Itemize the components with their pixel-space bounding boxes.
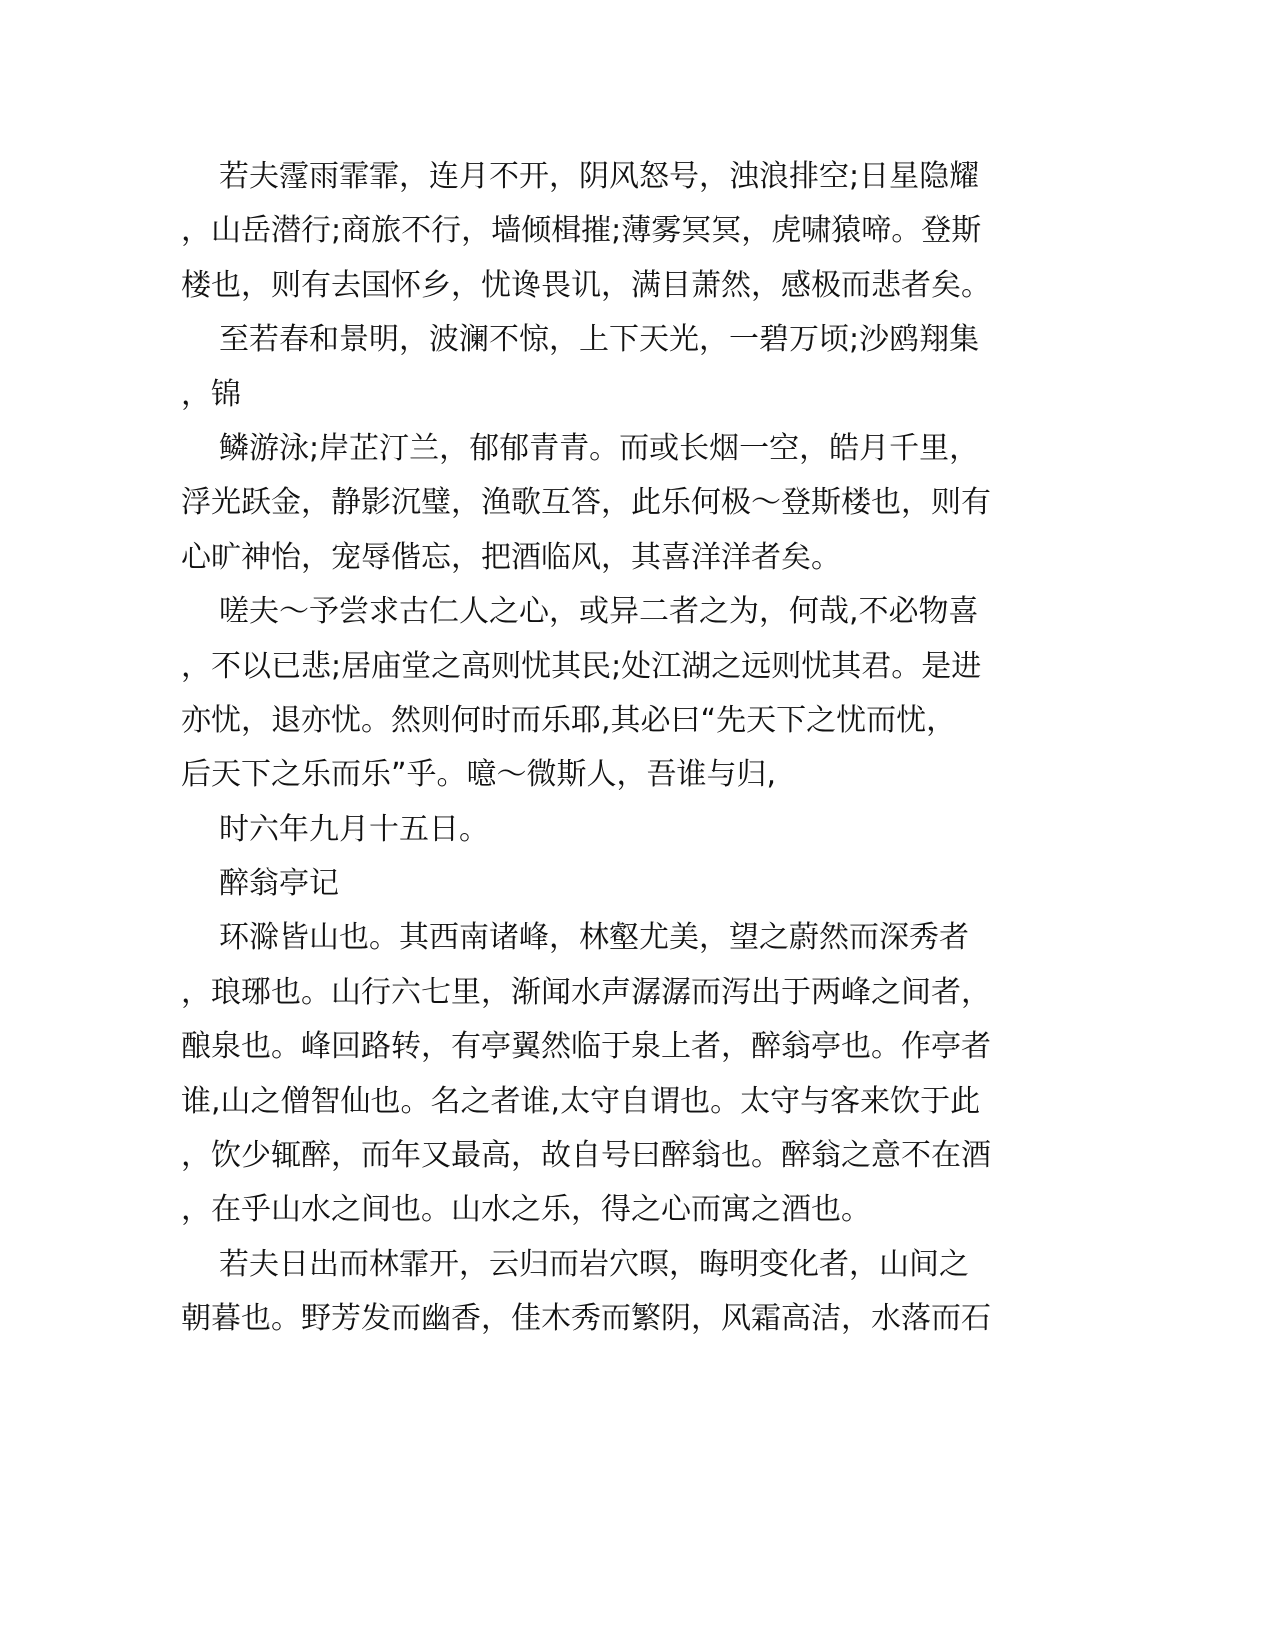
text-line: ，山岳潜行;商旅不行，墙倾楫摧;薄雾冥冥，虎啸猿啼。登斯 — [181, 213, 982, 249]
text-line: 朝暮也。野芳发而幽香，佳木秀而繁阴，风霜高洁，水落而石 — [181, 1301, 991, 1337]
text-line: 若夫霪雨霏霏，连月不开，阴风怒号，浊浪排空;日星隐耀 — [219, 159, 980, 194]
section-title: 醉翁亭记 — [219, 866, 339, 902]
document-text-block — [181, 150, 1061, 1347]
text-line: ，饮少辄醉，而年又最高，故自号曰醉翁也。醉翁之意不在酒 — [181, 1138, 991, 1174]
text-line: 环滁皆山也。其西南诸峰，林壑尤美，望之蔚然而深秀者 — [219, 920, 969, 956]
text-line: ，在乎山水之间也。山水之乐，得之心而寓之酒也。 — [181, 1192, 871, 1228]
text-line: 时六年九月十五日。 — [219, 811, 489, 847]
text-line: ，不以已悲;居庙堂之高则忧其民;处江湖之远则忧其君。是进 — [181, 648, 982, 684]
text-line: 至若春和景明，波澜不惊，上下天光，一碧万顷;沙鸥翔集 — [219, 322, 980, 358]
text-line: 嗟夫～予尝求古仁人之心，或异二者之为，何哉,不必物喜 — [219, 594, 979, 630]
text-line: 后天下之乐而乐”乎。噫～微斯人，吾谁与归, — [181, 757, 777, 793]
text-line: 谁,山之僧智仙也。名之者谁,太守自谓也。太守与客来饮于此 — [181, 1083, 981, 1119]
text-line: 酿泉也。峰回路转，有亭翼然临于泉上者，醉翁亭也。作亭者 — [181, 1029, 991, 1065]
text-line: 亦忧，退亦忧。然则何时而乐耶,其必曰“先天下之忧而忧， — [181, 702, 957, 738]
text-line: 浮光跃金，静影沉璧，渔歌互答，此乐何极～登斯楼也，则有 — [181, 485, 991, 521]
text-line: 心旷神怡，宠辱偕忘，把酒临风，其喜洋洋者矣。 — [181, 539, 841, 575]
text-line: 鳞游泳;岸芷汀兰，郁郁青青。而或长烟一空，皓月千里， — [219, 430, 980, 466]
text-line: 楼也，则有去国怀乡，忧谗畏讥，满目萧然，感极而悲者矣。 — [181, 267, 991, 303]
text-line: 若夫日出而林霏开，云归而岩穴暝，晦明变化者，山间之 — [219, 1246, 969, 1282]
text-line: ，琅琊也。山行六七里，渐闻水声潺潺而泻出于两峰之间者， — [181, 974, 991, 1010]
text-line: ，锦 — [181, 376, 241, 412]
